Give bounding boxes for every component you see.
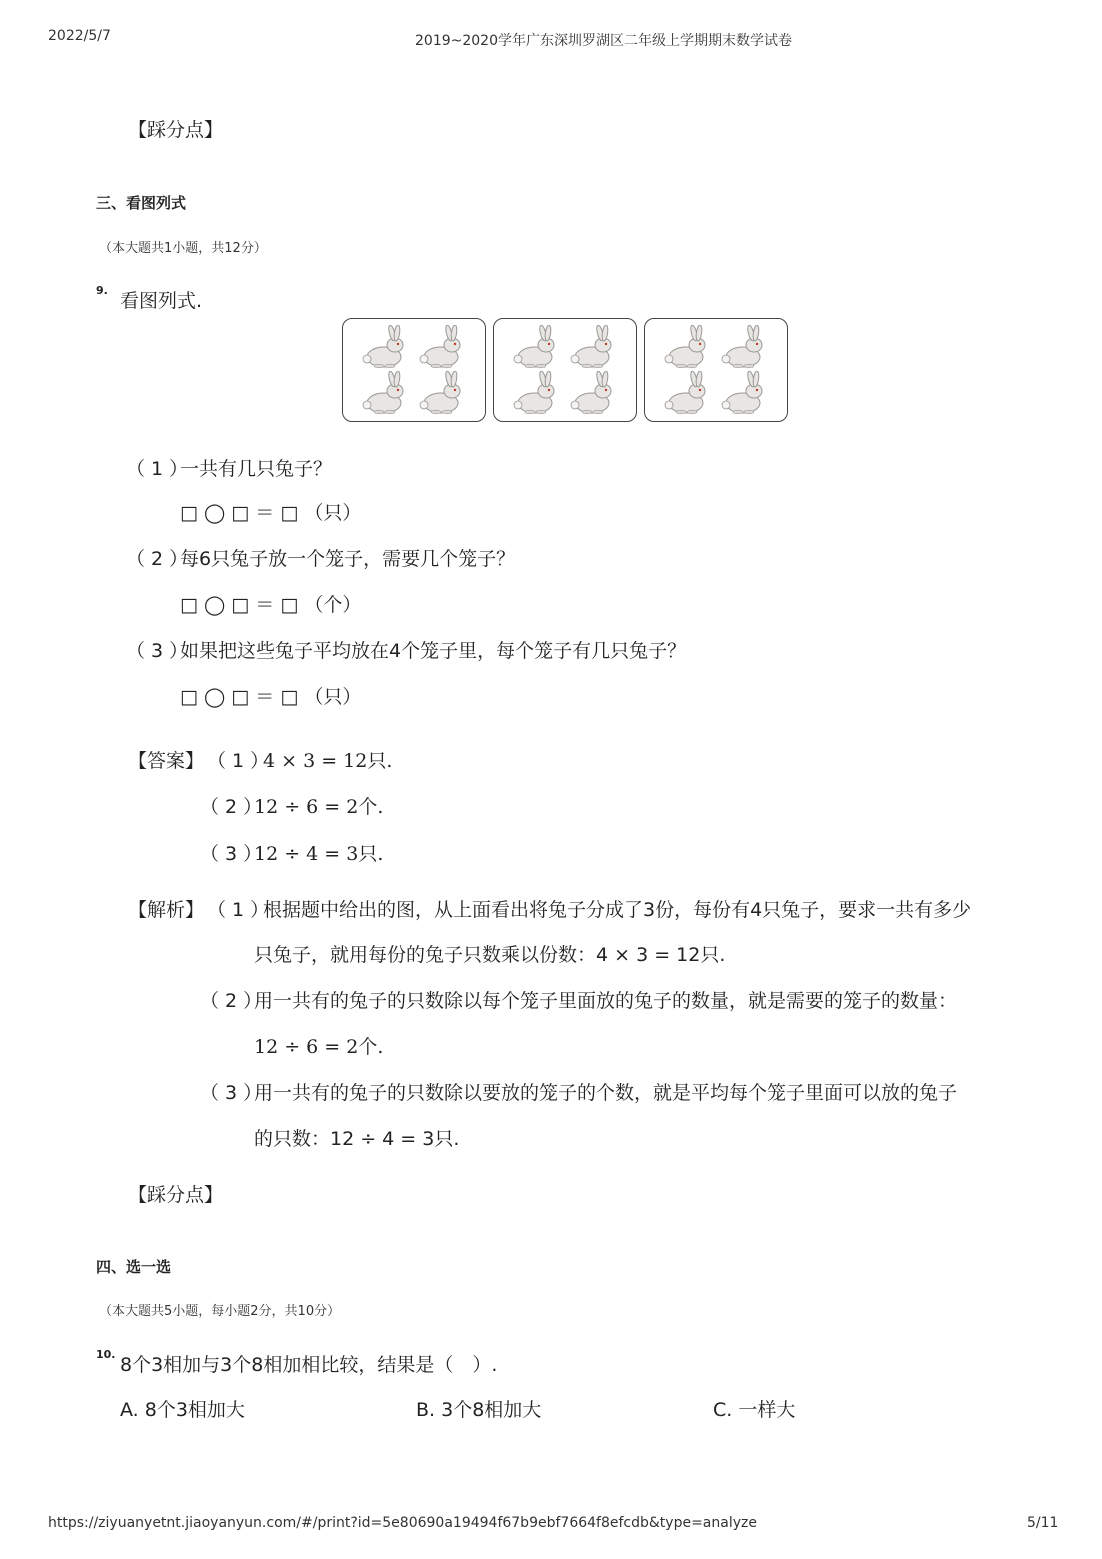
option-a: A. 8个3相加大 xyxy=(120,1399,245,1421)
analysis-item-label: （ 2 ） xyxy=(200,990,263,1012)
rabbit-icon xyxy=(659,325,711,369)
subquestion-label: （ 2 ） xyxy=(126,548,189,570)
rabbit-group xyxy=(493,318,637,422)
answer-label: 【答案】 xyxy=(128,750,205,772)
question-number: 10. xyxy=(96,1348,116,1361)
answer-blank: □ ◯ □ ＝ □ （只） xyxy=(180,686,362,708)
analysis-label: 【解析】 xyxy=(128,899,205,921)
subquestion-text: 一共有几只兔子？ xyxy=(180,458,333,480)
analysis-item-label: （ 1 ） xyxy=(207,899,270,921)
score-points-label: 【踩分点】 xyxy=(128,119,224,141)
document-title: 2019~2020学年广东深圳罗湖区二年级上学期期末数学试卷 xyxy=(415,33,792,49)
question-number: 9. xyxy=(96,284,108,297)
option-c: C. 一样大 xyxy=(713,1399,796,1421)
subquestion-text: 如果把这些兔子平均放在4个笼子里，每个笼子有几只兔子？ xyxy=(180,640,687,662)
analysis-text: 12 ÷ 6 = 2个. xyxy=(254,1036,384,1058)
rabbit-icon xyxy=(659,371,711,415)
rabbit-icon xyxy=(357,325,409,369)
option-b: B. 3个8相加大 xyxy=(416,1399,542,1421)
rabbit-picture xyxy=(342,318,788,422)
analysis-item-label: （ 3 ） xyxy=(200,1082,263,1104)
print-date: 2022/5/7 xyxy=(48,28,111,44)
answer-item: 4 × 3 = 12只. xyxy=(263,750,393,772)
rabbit-icon xyxy=(414,325,466,369)
subquestion-label: （ 3 ） xyxy=(126,640,189,662)
rabbit-icon xyxy=(565,371,617,415)
rabbit-icon xyxy=(357,371,409,415)
rabbit-icon xyxy=(414,371,466,415)
rabbit-group xyxy=(644,318,788,422)
page-url: https://ziyuanyetnt.jiaoyanyun.com/#/print?id=5e80690a19494f67b9ebf7664f8efcdb&type=analyze xyxy=(48,1515,757,1531)
section-title: 四、选一选 xyxy=(96,1258,172,1276)
section-title: 三、看图列式 xyxy=(96,194,187,212)
answer-blank: □ ◯ □ ＝ □ （个） xyxy=(180,594,362,616)
rabbit-icon xyxy=(716,371,768,415)
answer-item: 12 ÷ 4 = 3只. xyxy=(254,843,384,865)
section-note: （本大题共5小题，每小题2分，共10分） xyxy=(99,1304,341,1319)
analysis-text: 用一共有的兔子的只数除以要放的笼子的个数，就是平均每个笼子里面可以放的兔子 xyxy=(254,1082,958,1104)
answer-item-label: （ 3 ） xyxy=(200,843,263,865)
subquestion-label: （ 1 ） xyxy=(126,458,189,480)
answer-item-label: （ 1 ） xyxy=(207,750,270,772)
analysis-text: 的只数：12 ÷ 4 = 3只. xyxy=(254,1128,460,1150)
rabbit-icon xyxy=(716,325,768,369)
analysis-text: 根据题中给出的图，从上面看出将兔子分成了3份，每份有4只兔子，要求一共有多少 xyxy=(263,899,972,921)
section-note: （本大题共1小题，共12分） xyxy=(99,241,267,256)
question-stem: 看图列式. xyxy=(120,290,203,312)
rabbit-group xyxy=(342,318,486,422)
question-stem: 8个3相加与3个8相加相比较，结果是（ ）. xyxy=(120,1354,498,1376)
rabbit-icon xyxy=(508,371,560,415)
rabbit-icon xyxy=(508,325,560,369)
rabbit-icon xyxy=(565,325,617,369)
score-points-label: 【踩分点】 xyxy=(128,1184,224,1206)
subquestion-text: 每6只兔子放一个笼子，需要几个笼子？ xyxy=(180,548,516,570)
answer-item-label: （ 2 ） xyxy=(200,796,263,818)
analysis-text: 用一共有的兔子的只数除以每个笼子里面放的兔子的数量，就是需要的笼子的数量： xyxy=(254,990,958,1012)
analysis-text: 只兔子，就用每份的兔子只数乘以份数：4 × 3 = 12只. xyxy=(254,944,726,966)
page-number: 5/11 xyxy=(1027,1515,1059,1531)
answer-item: 12 ÷ 6 = 2个. xyxy=(254,796,384,818)
answer-blank: □ ◯ □ ＝ □ （只） xyxy=(180,502,362,524)
